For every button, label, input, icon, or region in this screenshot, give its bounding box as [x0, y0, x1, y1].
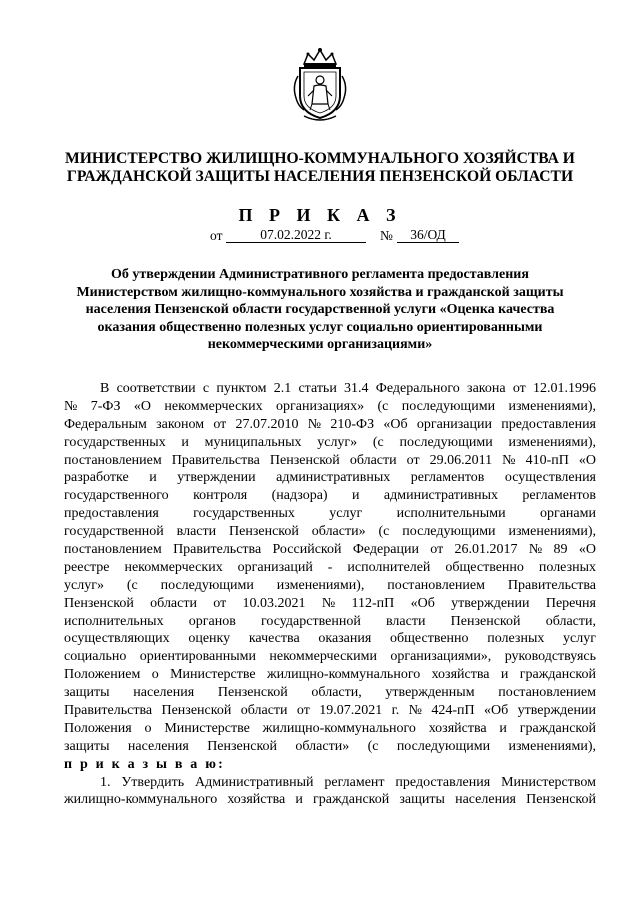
order-word: п р и к а з ы в а ю:: [64, 756, 225, 772]
body-line: № 7-ФЗ «О некоммерческих организациях» (с последующими изменениями),: [64, 398, 596, 414]
body-line: постановлением Правительства Российской Федерации от 26.01.2017 № 89 «О: [64, 542, 596, 558]
body-line: Правительства Пензенской области от 19.07.2021 г. № 424-пП «Об утверждении: [64, 703, 596, 719]
body-line: государственного контроля (надзора) и административных регламентов: [64, 488, 596, 504]
title-line: Об утверждении Административного регламента предоставления: [111, 267, 529, 282]
body-line: разработке и утверждении административных регламентов осуществления: [64, 470, 596, 486]
body-line: Федеральным законом от 27.07.2010 № 210-ФЗ «Об организации предоставления: [64, 416, 596, 432]
item-1-line: 1. Утвердить Административный регламент предоставления Министерством: [100, 774, 596, 790]
body-line: осуществляющих оценку качества оказания общественно полезных услуг: [64, 631, 596, 647]
ministry-name: [0, 150, 640, 186]
body-line: Положения о Министерстве жилищно-коммунального хозяйства и гражданской: [64, 720, 596, 736]
body-line: Пензенской области от 10.03.2021 № 112-пП «Об утверждении Перечня: [64, 595, 596, 611]
body-line: защиты населения Пензенской области» (с последующими изменениями),: [64, 738, 596, 754]
date-number-line: [0, 227, 640, 245]
title-line: населения Пензенской области государственной услуги «Оценка качества: [85, 302, 555, 317]
body-line: реестре некоммерческих организаций - исполнителей общественно полезных: [64, 559, 596, 575]
title-line: Министерством жилищно-коммунального хозяйства и гражданской защиты: [76, 284, 564, 300]
body-line: В соответствии с пунктом 2.1 статьи 31.4 Федерального закона от 12.01.1996: [100, 381, 596, 396]
body-line: услуг» (с последующими изменениями), постановлением Правительства: [64, 577, 596, 593]
body-line: социально ориентированными некоммерческими организациями», руководствуясь: [64, 649, 596, 665]
body-line: исполнительных органов государственной власти Пензенской области,: [64, 613, 596, 629]
order-title: [40, 266, 600, 354]
body-line: государственной власти Пензенской области» (с последующими изменениями),: [64, 524, 596, 540]
body-line: Положением о Министерстве жилищно-коммунального хозяйства и гражданской: [64, 667, 596, 683]
number-sign: №: [380, 228, 393, 243]
title-line: некоммерческими организациями»: [207, 337, 433, 352]
ministry-name-line: ГРАЖДАНСКОЙ ЗАЩИТЫ НАСЕЛЕНИЯ ПЕНЗЕНСКОЙ ОБЛАСТИ: [66, 168, 574, 185]
order-date: 07.02.2022 г.: [226, 227, 366, 243]
order-body: [64, 380, 596, 809]
from-label: от: [210, 228, 223, 243]
ministry-name-line: МИНИСТЕРСТВО ЖИЛИЩНО-КОММУНАЛЬНОГО ХОЗЯЙСТВА И: [65, 150, 575, 167]
body-line: постановлением Правительства Пензенской области от 29.06.2011 № 410-пП «О: [64, 452, 596, 468]
title-line: оказания общественно полезных услуг социально ориентированными: [97, 319, 543, 335]
coat-of-arms-icon: [290, 46, 350, 122]
document-type-heading: П Р И К А З: [238, 205, 402, 225]
item-1-line: жилищно-коммунального хозяйства и гражданской защиты населения Пензенской: [64, 792, 596, 808]
body-line: государственных и муниципальных услуг» (с последующими изменениями),: [64, 434, 596, 450]
body-line: предоставления государственных услуг исполнительными органами: [64, 506, 596, 522]
body-line: защиты населения Пензенской области, утвержденным постановлением: [64, 685, 596, 701]
order-number: 36/ОД: [397, 227, 459, 243]
